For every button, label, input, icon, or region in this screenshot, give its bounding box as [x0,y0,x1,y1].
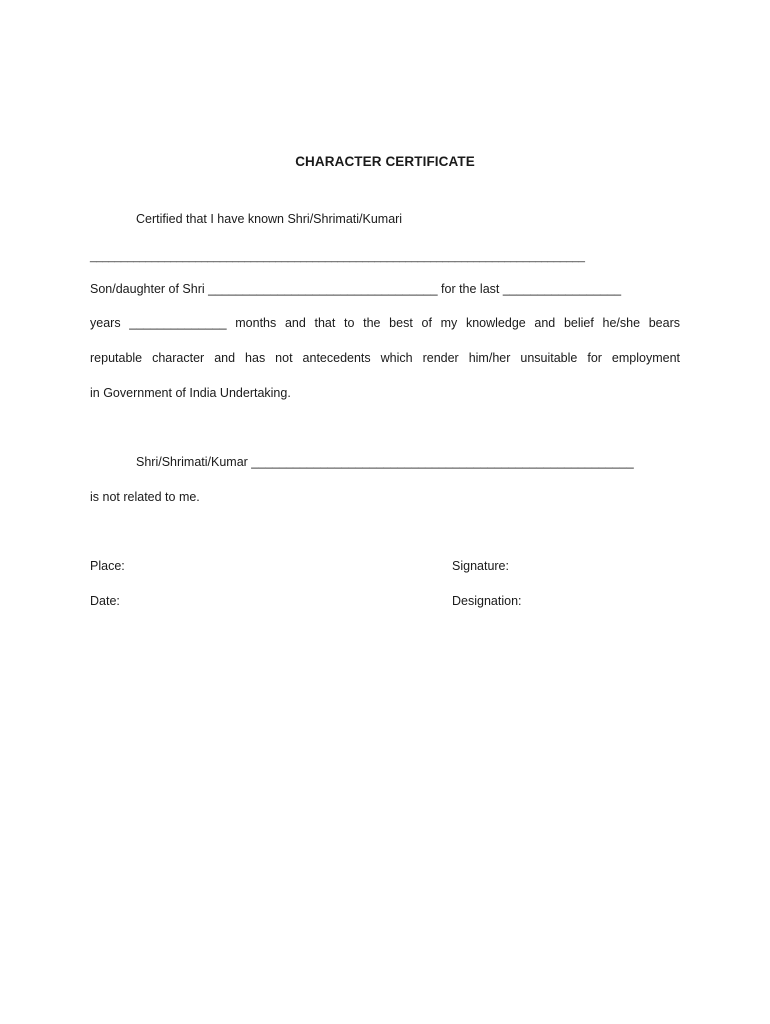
document-title: CHARACTER CERTIFICATE [295,154,475,169]
name-blank-line: ________________________________________________________________________________ [90,251,585,263]
signature-label: Signature: [452,559,509,573]
place-label: Place: [90,559,125,573]
paragraph1-line4: years ______________ months and that to the best of my knowledge and belief he/she bears [90,316,680,330]
paragraph1-line5: reputable character and has not antecedents which render him/her unsuitable for employment [90,351,680,365]
paragraph1-line3: Son/daughter of Shri _________________________________ for the last _________________ [90,282,622,296]
paragraph1-line1: Certified that I have known Shri/Shrimati/Kumari [136,212,403,226]
designation-label: Designation: [452,594,522,608]
paragraph2-line1: Shri/Shrimati/Kumar _______________________________________________________ [136,455,634,469]
paragraph2-line2: is not related to me. [90,490,200,504]
date-label: Date: [90,594,120,608]
paragraph1-line6: in Government of India Undertaking. [90,386,291,400]
